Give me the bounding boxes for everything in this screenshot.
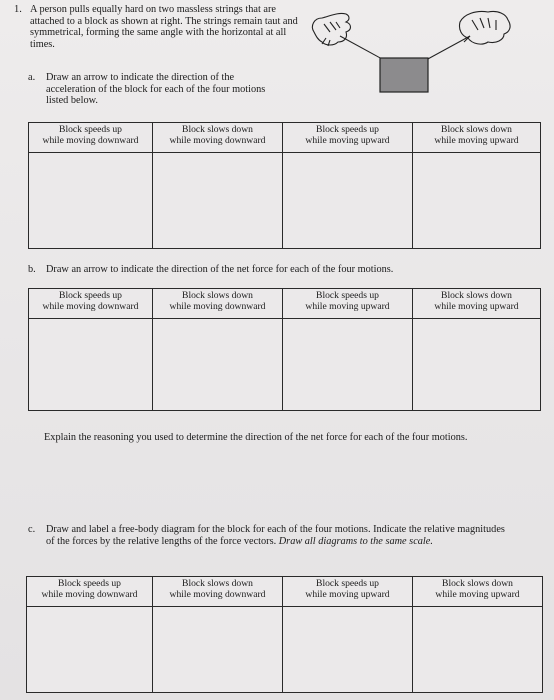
part-a-label: a. [28,72,36,83]
part-a-text: Draw an arrow to indicate the direction of the acceleration of the block for each of the four motions listed below. [46,72,266,107]
answer-cell[interactable] [283,607,413,693]
answer-cell[interactable] [413,319,541,411]
header-cell: Block speeds up while moving upward [283,289,413,319]
answer-cell[interactable] [413,607,543,693]
answer-cell[interactable] [153,153,283,249]
block [380,58,428,92]
answer-cell[interactable] [283,319,413,411]
explain-reasoning-prompt: Explain the reasoning you used to determine the direction of the net force for each of the four motions. [44,432,468,443]
right-string [426,36,470,60]
answer-cell[interactable] [413,153,541,249]
table-a [28,122,541,249]
header-cell: Block speeds up while moving downward [29,289,153,319]
header-cell: Block speeds up while moving upward [283,577,413,607]
header-cell: Block slows down while moving upward [413,577,543,607]
header-cell: Block slows down while moving downward [153,123,283,153]
answer-cell[interactable] [153,607,283,693]
part-c-text: Draw and label a free-body diagram for the block for each of the four motions. Indicate the relative magnitudes of the forces by the relative lengths of the force vectors. [46,524,505,547]
answer-cell[interactable] [283,153,413,249]
table-b [28,288,541,411]
left-hand-icon [312,13,350,46]
header-cell: Block slows down while moving downward [153,577,283,607]
answer-cell[interactable] [29,153,153,249]
right-hand-icon [459,11,510,44]
part-b-text: Draw an arrow to indicate the direction of the net force for each of the four motions. [46,264,394,275]
answer-cell[interactable] [153,319,283,411]
part-c-label: c. [28,524,36,535]
left-string [340,36,384,60]
header-cell: Block slows down while moving downward [153,289,283,319]
answer-cell[interactable] [29,319,153,411]
part-c [28,524,528,568]
header-cell: Block speeds up while moving downward [27,577,153,607]
table-c [26,576,543,693]
question-text: A person pulls equally hard on two massless strings that are attached to a block as shown at right. The strings remain taut and symmetrical, forming the same angle with the horizontal at all times. [30,4,298,50]
answer-cell[interactable] [27,607,153,693]
hands-strings-block-figure [300,2,540,102]
header-cell: Block speeds up while moving downward [29,123,153,153]
part-c-emphasis: Draw all diagrams to the same scale. [278,535,433,547]
header-cell: Block slows down while moving upward [413,289,541,319]
header-cell: Block slows down while moving upward [413,123,541,153]
part-b-label: b. [28,264,36,275]
question-number: 1. [14,4,22,15]
header-cell: Block speeds up while moving upward [283,123,413,153]
